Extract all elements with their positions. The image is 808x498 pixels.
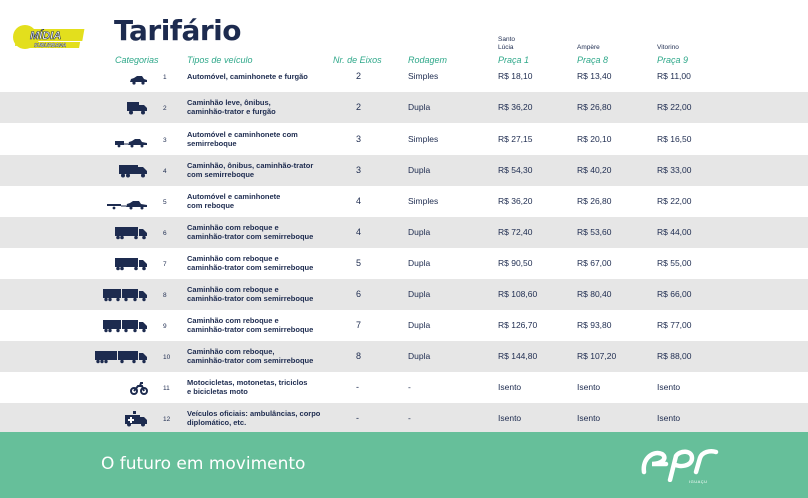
vehicle-type: Caminhão com reboque e caminhão-trator com semirreboque <box>187 223 314 241</box>
price-plaza-9: R$ 16,50 <box>657 134 692 144</box>
price-plaza-1: R$ 36,20 <box>498 102 533 112</box>
price-plaza-9: R$ 11,00 <box>657 71 691 81</box>
price-plaza-8: R$ 20,10 <box>577 134 612 144</box>
ambulance-icon <box>124 411 148 432</box>
axle-count: 3 <box>356 134 362 144</box>
long-semi-truck-icon <box>102 288 148 307</box>
car-with-trailer-icon <box>114 135 148 153</box>
category-number: 12 <box>163 416 171 423</box>
wheel-type: Dupla <box>408 165 431 175</box>
price-plaza-8: R$ 26,80 <box>577 196 612 206</box>
price-plaza-8: Isento <box>577 382 601 392</box>
plaza-9-name: Vitorino <box>657 44 679 51</box>
road-train-icon <box>94 350 148 369</box>
price-plaza-1: R$ 18,10 <box>498 71 533 81</box>
truck-icon <box>118 164 148 183</box>
price-plaza-9: Isento <box>657 382 681 392</box>
table-row <box>0 61 808 92</box>
vehicle-type: Caminhão com reboque e caminhão-trator com semirreboque <box>187 285 314 303</box>
price-plaza-9: Isento <box>657 413 681 423</box>
price-plaza-1: R$ 90,50 <box>498 258 533 268</box>
table-row <box>0 310 808 341</box>
category-number: 5 <box>163 199 167 206</box>
axle-count: 3 <box>356 165 362 175</box>
plaza-9-label: Praça 9 <box>657 55 689 65</box>
car-icon <box>128 72 148 90</box>
table-row <box>0 341 808 372</box>
category-number: 6 <box>163 230 167 237</box>
wheel-type: Dupla <box>408 258 431 268</box>
header-vehicle-types: Tipos de veículo <box>187 55 253 65</box>
plaza-1-label: Praça 1 <box>498 55 530 65</box>
table-row <box>0 124 808 155</box>
price-plaza-9: R$ 44,00 <box>657 227 692 237</box>
vehicle-type: Automóvel e caminhonete com semirreboque <box>187 130 298 148</box>
category-number: 2 <box>163 105 167 112</box>
wheel-type: Dupla <box>408 289 431 299</box>
table-row <box>0 217 808 248</box>
price-plaza-1: Isento <box>498 413 522 423</box>
semi-truck-icon <box>114 226 148 245</box>
header-categories: Categorias <box>115 55 159 65</box>
car-with-long-trailer-icon <box>106 197 148 215</box>
axle-count: 5 <box>356 258 362 268</box>
midia-suburbana-logo <box>12 20 92 54</box>
price-plaza-9: R$ 55,00 <box>657 258 692 268</box>
vehicle-type: Motocicletas, motonetas, triciclos e bicicletas moto <box>187 378 308 396</box>
slogan: O futuro em movimento <box>101 454 306 474</box>
price-plaza-8: R$ 40,20 <box>577 165 612 175</box>
header-axles: Nr. de Eixos <box>333 55 382 65</box>
page-title: Tarifário <box>114 14 242 47</box>
price-plaza-1: R$ 27,15 <box>498 134 533 144</box>
price-plaza-8: R$ 80,40 <box>577 289 612 299</box>
wheel-type: Simples <box>408 196 439 206</box>
table-row <box>0 92 808 123</box>
axle-count: 6 <box>356 289 362 299</box>
price-plaza-8: R$ 93,80 <box>577 320 612 330</box>
wheel-type: Dupla <box>408 320 431 330</box>
wheel-type: Dupla <box>408 351 431 361</box>
table-row <box>0 403 808 434</box>
vehicle-type: Caminhão leve, ônibus, caminhão-trator e furgão <box>187 98 276 116</box>
price-plaza-8: R$ 13,40 <box>577 71 612 81</box>
header-wheels: Rodagem <box>408 55 448 65</box>
wheel-type: Simples <box>408 71 439 81</box>
category-number: 7 <box>163 261 167 268</box>
category-number: 10 <box>163 354 171 361</box>
category-number: 11 <box>163 385 170 392</box>
plaza-8-name: Ampère <box>577 44 600 51</box>
table-row <box>0 248 808 279</box>
price-plaza-8: R$ 53,60 <box>577 227 612 237</box>
price-plaza-9: R$ 88,00 <box>657 351 692 361</box>
svg-text:SUBURBANA: SUBURBANA <box>34 43 67 49</box>
price-plaza-1: R$ 54,30 <box>498 165 533 175</box>
vehicle-type: Automóvel e caminhonete com reboque <box>187 192 281 210</box>
price-plaza-8: Isento <box>577 413 601 423</box>
price-plaza-1: R$ 108,60 <box>498 289 538 299</box>
price-plaza-9: R$ 66,00 <box>657 289 692 299</box>
price-plaza-9: R$ 77,00 <box>657 320 692 330</box>
category-number: 8 <box>163 292 167 299</box>
price-plaza-1: R$ 126,70 <box>498 320 538 330</box>
price-plaza-8: R$ 26,80 <box>577 102 612 112</box>
wheel-type: Simples <box>408 134 439 144</box>
epr-sub-label: IGUAÇU <box>689 479 708 484</box>
table-row <box>0 155 808 186</box>
category-number: 9 <box>163 323 167 330</box>
price-plaza-8: R$ 67,00 <box>577 258 612 268</box>
axle-count: 2 <box>356 71 362 81</box>
price-plaza-9: R$ 22,00 <box>657 196 692 206</box>
plaza-1-name: Santo Lúcia <box>498 36 515 51</box>
price-plaza-1: R$ 144,80 <box>498 351 538 361</box>
price-plaza-1: R$ 72,40 <box>498 227 533 237</box>
semi-truck-icon <box>114 257 148 276</box>
plaza-8-label: Praça 8 <box>577 55 609 65</box>
vehicle-type: Caminhão com reboque, caminhão-trator com semirreboque <box>187 347 314 365</box>
vehicle-type: Caminhão com reboque e caminhão-trator com semirreboque <box>187 316 314 334</box>
motorcycle-icon <box>130 381 148 400</box>
vehicle-type: Caminhão com reboque e caminhão-trator com semirreboque <box>187 254 314 272</box>
epr-logo <box>640 442 720 482</box>
long-semi-truck-icon <box>102 319 148 338</box>
axle-count: - <box>356 382 359 392</box>
vehicle-type: Caminhão, ônibus, caminhão-trator com semirreboque <box>187 161 314 179</box>
svg-text:MÍDIA: MÍDIA <box>30 30 62 42</box>
wheel-type: Dupla <box>408 102 431 112</box>
price-plaza-1: Isento <box>498 382 522 392</box>
wheel-type: - <box>408 382 411 392</box>
axle-count: 2 <box>356 102 362 112</box>
small-truck-icon <box>126 101 148 120</box>
table-row <box>0 372 808 403</box>
vehicle-type: Automóvel, caminhonete e furgão <box>187 72 308 81</box>
price-plaza-8: R$ 107,20 <box>577 351 617 361</box>
category-number: 1 <box>163 74 167 81</box>
price-plaza-1: R$ 36,20 <box>498 196 533 206</box>
axle-count: - <box>356 413 359 423</box>
wheel-type: Dupla <box>408 227 431 237</box>
footer-band <box>0 432 808 498</box>
axle-count: 4 <box>356 196 362 206</box>
axle-count: 4 <box>356 227 362 237</box>
category-number: 3 <box>163 137 167 144</box>
axle-count: 8 <box>356 351 362 361</box>
wheel-type: - <box>408 413 411 423</box>
table-row <box>0 279 808 310</box>
price-plaza-9: R$ 33,00 <box>657 165 692 175</box>
price-plaza-9: R$ 22,00 <box>657 102 692 112</box>
vehicle-type: Veículos oficiais: ambulâncias, corpo diplomático, etc. <box>187 409 321 427</box>
table-row <box>0 186 808 217</box>
category-number: 4 <box>163 168 167 175</box>
axle-count: 7 <box>356 320 362 330</box>
